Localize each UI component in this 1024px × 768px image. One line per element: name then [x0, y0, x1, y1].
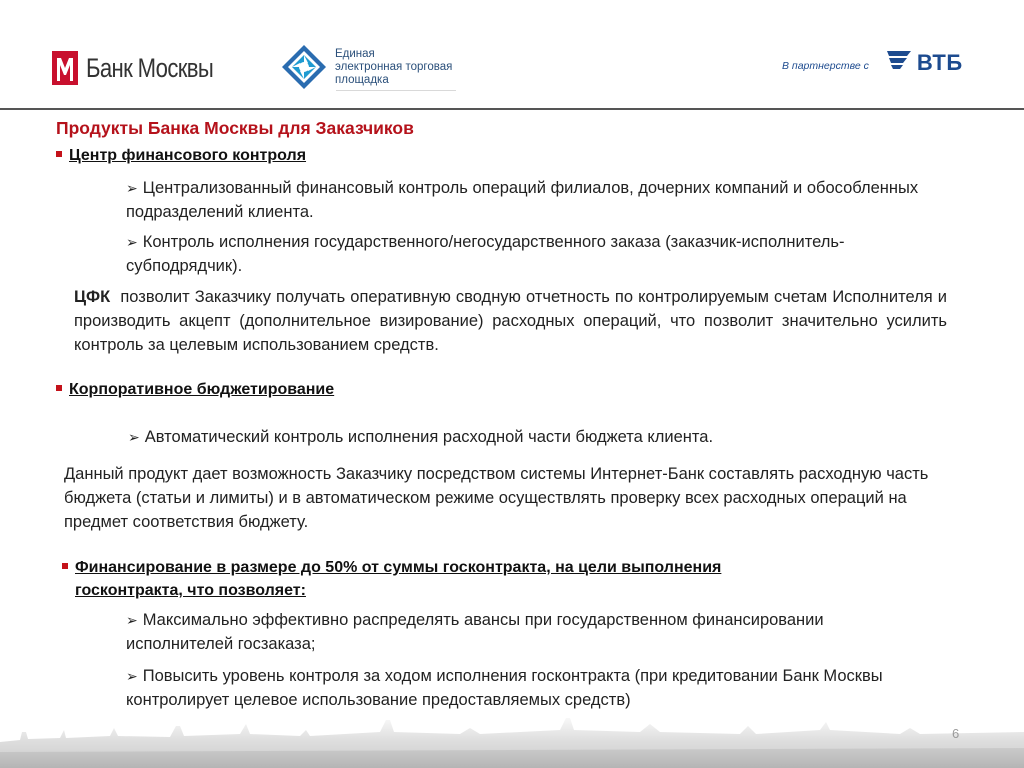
arrow-bullet-icon: ➢ — [126, 180, 138, 196]
note-text: Данный продукт дает возможность Заказчику посредством системы Интернет-Банк составлять расходную часть бюджета (статьи и лимиты) и в автоматическом режиме осуществлять проверку всех расходных операций на предмет соответствия бюджету. — [64, 465, 929, 531]
section-heading-text: Корпоративное бюджетирование — [69, 381, 335, 398]
arrow-bullet-icon: ➢ — [126, 668, 138, 684]
note-text: позволит Заказчику получать оперативную сводную отчетность по контролируемым счетам Исполнителя и производить акцепт (дополнительное визирование) расходных операций, что позволит значительно усилить контроль за целевым использованием средств. — [74, 288, 947, 354]
cfk-abbreviation: ЦФК — [74, 288, 111, 306]
bullet-text: Автоматический контроль исполнения расходной части бюджета клиента. — [144, 428, 714, 446]
section-3-bullet-2 — [126, 664, 946, 712]
arrow-bullet-icon: ➢ — [126, 234, 138, 250]
section-1-note — [74, 285, 947, 357]
bank-moskvy-logo-icon — [52, 51, 78, 85]
bullet-text: Повысить уровень контроля за ходом исполнения госконтракта (при кредитовании Банк Москвы контролирует целевое использование предоставляемых средств) — [126, 667, 883, 709]
partner-text: В партнерстве с — [782, 60, 869, 72]
eetp-diamond-icon — [281, 44, 327, 90]
bullet-text: Централизованный финансовый контроль операций филиалов, дочерних компаний и обособленных подразделений клиента. — [126, 179, 919, 221]
section-2-bullet-1 — [128, 425, 948, 449]
header-divider — [0, 108, 1024, 110]
eetp-underline — [336, 90, 456, 91]
bank-moskvy-logo-text: Банк Москвы — [86, 52, 214, 83]
slide-header — [0, 0, 1024, 110]
bank-moskvy-logo — [52, 50, 241, 86]
vtb-wings-icon — [885, 48, 915, 70]
section-heading-line-2: госконтракта, что позволяет: — [75, 582, 306, 599]
bullet-text: Контроль исполнения государственного/негосударственного заказа (заказчик-исполнитель-субподрядчик). — [126, 233, 845, 275]
red-square-icon — [62, 563, 68, 569]
section-financial-control-heading — [56, 147, 306, 165]
section-3-bullet-1 — [126, 608, 826, 656]
vtb-partner-logo — [782, 48, 963, 76]
arrow-bullet-icon: ➢ — [128, 429, 140, 445]
arrow-bullet-icon: ➢ — [126, 612, 138, 628]
section-1-bullet-2 — [126, 230, 906, 278]
bullet-text: Максимально эффективно распределять авансы при государственном финансировании исполнителей госзаказа; — [126, 611, 824, 653]
city-skyline-footer — [0, 712, 1024, 768]
section-1-bullet-1 — [126, 176, 958, 224]
section-2-note — [64, 462, 954, 534]
eetp-logo-text: Единая электронная торговая площадка — [335, 48, 453, 86]
section-heading-line-1: Финансирование в размере до 50% от суммы госконтракта, на цели выполнения — [75, 559, 722, 576]
section-budgeting-heading — [56, 381, 334, 399]
vtb-logo-text: ВТБ — [916, 50, 963, 75]
page-number: 6 — [952, 726, 960, 741]
section-heading-text: Центр финансового контроля — [69, 147, 307, 164]
red-square-icon — [56, 151, 62, 157]
section-financing-heading — [62, 556, 721, 602]
slide-title: Продукты Банка Москвы для Заказчиков — [56, 118, 414, 138]
eetp-logo — [281, 44, 452, 90]
red-square-icon — [56, 385, 62, 391]
